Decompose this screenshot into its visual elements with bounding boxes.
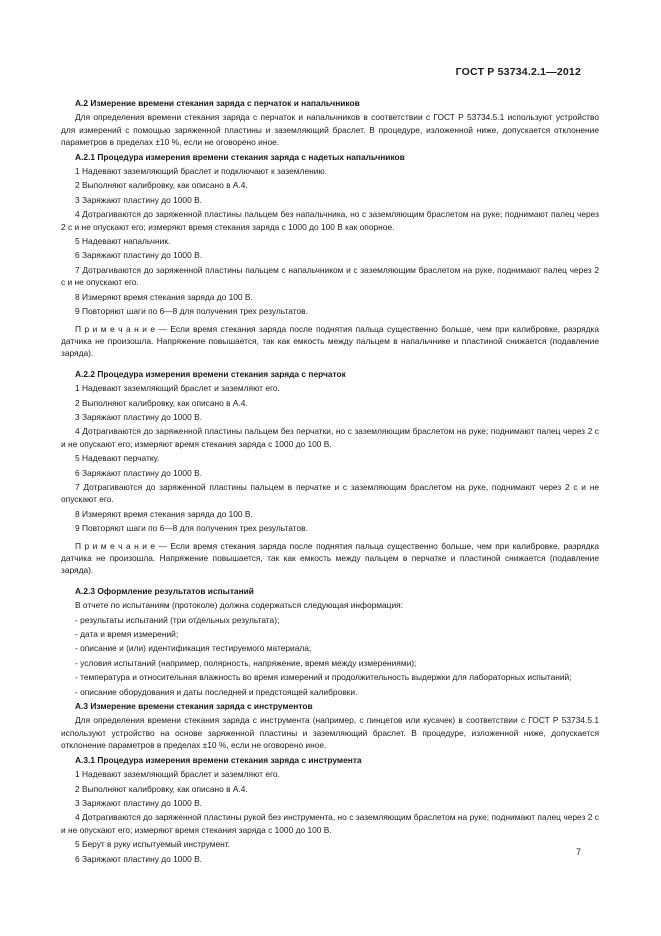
document-header: ГОСТ Р 53734.2.1—2012 [455, 66, 581, 78]
section-heading-a2: А.2 Измерение времени стекания заряда с перчаток и напальчников [75, 98, 360, 108]
list-item: - результаты испытаний (три отдельных результата); [75, 614, 280, 625]
step-item: 6 Заряжают пластину до 1000 В. [75, 250, 202, 261]
step-item: 1 Надевают заземляющий браслет и заземляют его. [75, 383, 280, 394]
step-item: 5 Берут в руку испытуемый инструмент. [75, 839, 230, 850]
step-item: 3 Заряжают пластину до 1000 В. [75, 194, 202, 205]
list-item: - описание оборудования и даты последней и предстоящей калибровки. [75, 686, 358, 697]
step-item: 4 Дотрагиваются до заряженной пластины рукой без инструмента, но с заземляющим браслетом на руке; поднимают палец через 2 с и не опускают его; измеряют время стекания заряда с 1000 до 100 В. [61, 812, 599, 835]
step-item: 3 Заряжают пластину до 1000 В. [75, 797, 202, 808]
step-item: 5 Надевают перчатку. [75, 453, 160, 464]
step-item: 1 Надевают заземляющий браслет и подключают к заземлению. [75, 166, 328, 177]
step-item: 2 Выполняют калибровку, как описано в А.4. [75, 397, 248, 408]
section-heading-a31: А.3.1 Процедура измерения времени стекания заряда с инструмента [75, 754, 362, 765]
step-item: 6 Заряжают пластину до 1000 В. [75, 853, 202, 864]
note-a21: П р и м е ч а н и е — Если время стекания заряда после поднятия пальца существенно больше, чем при калибровке, разрядка датчика не произошла. Напряжение повышается, так как емкость между пальцем в напальчнике и пластиной снижается (подавление заряда). [61, 323, 599, 359]
page-number: 7 [575, 847, 581, 857]
section-heading-a22: А.2.2 Процедура измерения времени стекания заряда с перчаток [75, 368, 346, 379]
step-item: 1 Надевают заземляющий браслет и заземляют его. [75, 769, 280, 780]
section-heading-a21: А.2.1 Процедура измерения времени стекания заряда с надетых напальчников [75, 151, 405, 162]
paragraph-a3-intro: Для определения времени стекания заряда с инструмента (например, с пинцетов или кусачек) в соответствии с ГОСТ Р 53734.5.1 используют устройство на основе заряженной пластины и заземляющий браслет. В процедуре, изложенной ниже, допускается отклонение параметров в пределах ±10 %, если не оговорено иное. [61, 715, 599, 751]
report-items-list [61, 614, 599, 698]
step-item: 4 Дотрагиваются до заряженной пластины пальцем без напальчника, но с заземляющим браслетом на руке; поднимают палец через 2 с и не опускают его; измеряют время стекания заряда с 1000 до 100 В как опорное. [61, 209, 599, 232]
section-heading-a23: А.2.3 Оформление результатов испытаний [75, 585, 254, 596]
list-item: - температура и относительная влажность во время измерений и продолжительность выдержки для лабораторных испытаний; [75, 672, 572, 683]
step-list-a21 [61, 165, 599, 317]
step-list-a31 [61, 768, 599, 865]
list-item: - описание и (или) идентификация тестируемого материала; [75, 643, 312, 654]
step-item: 5 Надевают напальчник. [75, 236, 171, 247]
step-item: 2 Выполняют калибровку, как описано в А.4. [75, 180, 248, 191]
list-item: - условия испытаний (например, полярность, напряжение, время между измерениями); [75, 657, 417, 668]
step-list-a22 [61, 382, 599, 534]
section-heading-a3: А.3 Измерение времени стекания заряда с инструментов [75, 701, 313, 712]
paragraph-a23-intro: В отчете по испытаниям (протоколе) должна содержаться следующая информация: [75, 600, 404, 611]
step-item: 9 Повторяют шаги по 6—8 для получения трех результатов. [75, 306, 308, 317]
step-item: 2 Выполняют калибровку, как описано в А.4. [75, 783, 248, 794]
step-item: 8 Измеряют время стекания заряда до 100 В. [75, 508, 253, 519]
step-item: 7 Дотрагиваются до заряженной пластины пальцем с напальчником и с заземляющим браслетом на руке, поднимают палец через 2 с и не опускают его. [61, 264, 599, 288]
document-body [61, 97, 599, 865]
step-item: 3 Заряжают пластину до 1000 В. [75, 411, 202, 422]
step-item: 9 Повторяют шаги по 6—8 для получения трех результатов. [75, 523, 308, 534]
note-a22: П р и м е ч а н и е — Если время стекания заряда после поднятия пальца существенно больше, чем при калибровке, разрядка датчика не произошла. Напряжение повышается, так как емкость между пальцем в перчатке и пластиной снижается (подавление заряда). [61, 540, 599, 576]
list-item: - дата и время измерений; [75, 629, 179, 640]
step-item: 7 Дотрагиваются до заряженной пластины пальцем в перчатке и с заземляющим браслетом на руке, поднимают через 2 с и не опускают его. [61, 481, 599, 505]
step-item: 8 Измеряют время стекания заряда до 100 В. [75, 291, 253, 302]
step-item: 4 Дотрагиваются до заряженной пластины пальцем без перчатки, но с заземляющим браслетом на руке; поднимают палец через 2 с и не опускают его; измеряют время стекания заряда с 1000 до 100 В. [61, 426, 599, 449]
paragraph-a2-intro: Для определения времени стекания заряда с перчаток и напальчников в соответствии с ГОСТ Р 53734.5.1 используют устройство для измерений с помощью заряженной пластины и заземляющий браслет. В процедуре, изложенной ниже, допускается отклонение параметров в пределах ±10 %, если не оговорено иное. [61, 112, 599, 148]
step-item: 6 Заряжают пластину до 1000 В. [75, 467, 202, 478]
